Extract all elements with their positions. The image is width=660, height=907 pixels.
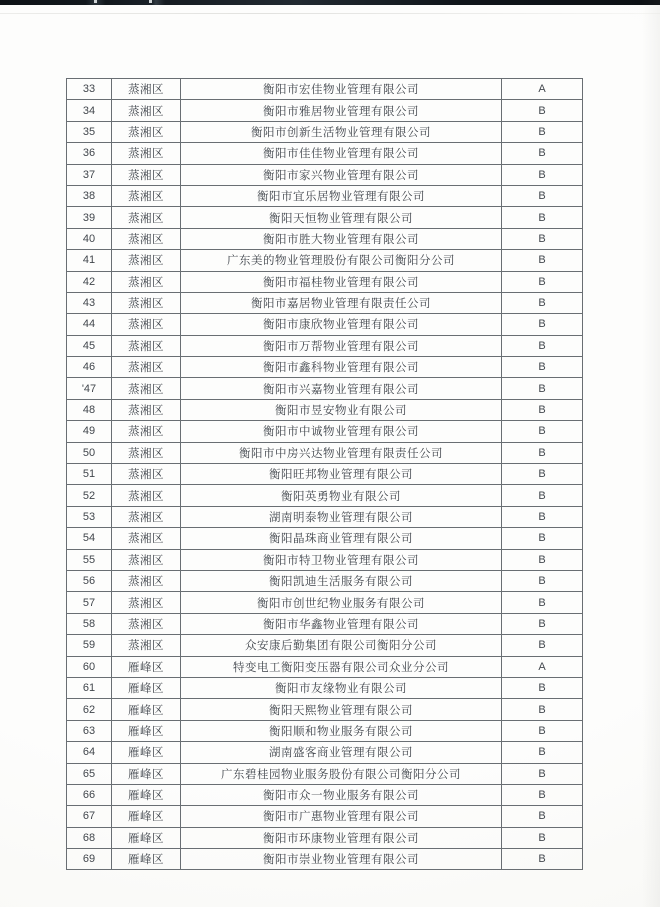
grade-cell: B bbox=[502, 549, 583, 570]
company-name-cell: 衡阳市华鑫物业管理有限公司 bbox=[181, 613, 502, 634]
district-cell: 雁峰区 bbox=[112, 806, 181, 827]
row-number-cell: 48 bbox=[67, 399, 112, 420]
row-number-cell: 46 bbox=[67, 357, 112, 378]
scan-notch-artifact bbox=[94, 0, 97, 3]
grade-cell: B bbox=[502, 100, 583, 121]
row-number-cell: 43 bbox=[67, 292, 112, 313]
company-name-cell: 衡阳市创新生活物业管理有限公司 bbox=[181, 121, 502, 142]
row-number-cell: 67 bbox=[67, 806, 112, 827]
grade-cell: B bbox=[502, 421, 583, 442]
table-row bbox=[67, 849, 583, 870]
company-name-cell: 衡阳旺邦物业管理有限公司 bbox=[181, 464, 502, 485]
district-cell: 蒸湘区 bbox=[112, 271, 181, 292]
row-number-cell: 56 bbox=[67, 570, 112, 591]
row-number-cell: 60 bbox=[67, 656, 112, 677]
district-cell: 蒸湘区 bbox=[112, 143, 181, 164]
grade-cell: B bbox=[502, 335, 583, 356]
company-name-cell: 衡阳凯迪生活服务有限公司 bbox=[181, 570, 502, 591]
table-row bbox=[67, 378, 583, 399]
company-name-cell: 衡阳市兴嘉物业管理有限公司 bbox=[181, 378, 502, 399]
grade-cell: B bbox=[502, 742, 583, 763]
company-name-cell: 衡阳市胜大物业管理有限公司 bbox=[181, 228, 502, 249]
scan-shading-artifact bbox=[642, 0, 660, 907]
company-name-cell: 衡阳天恒物业管理有限公司 bbox=[181, 207, 502, 228]
company-name-cell: 衡阳市友缘物业有限公司 bbox=[181, 677, 502, 698]
grade-cell: B bbox=[502, 121, 583, 142]
district-cell: 蒸湘区 bbox=[112, 79, 181, 100]
company-name-cell: 广东碧桂园物业服务股份有限公司衡阳分公司 bbox=[181, 763, 502, 784]
district-cell: 蒸湘区 bbox=[112, 485, 181, 506]
table-row bbox=[67, 720, 583, 741]
grade-cell: B bbox=[502, 442, 583, 463]
table-row bbox=[67, 207, 583, 228]
row-number-cell: 39 bbox=[67, 207, 112, 228]
table-row bbox=[67, 677, 583, 698]
grade-cell: B bbox=[502, 250, 583, 271]
company-name-cell: 衡阳市嘉居物业管理有限责任公司 bbox=[181, 292, 502, 313]
row-number-cell: 36 bbox=[67, 143, 112, 164]
company-name-cell: 衡阳市中房兴达物业管理有限责任公司 bbox=[181, 442, 502, 463]
table-row bbox=[67, 784, 583, 805]
district-cell: 蒸湘区 bbox=[112, 399, 181, 420]
row-number-cell: 50 bbox=[67, 442, 112, 463]
scanner-edge-artifact bbox=[0, 0, 660, 5]
company-name-cell: 衡阳市崇业物业管理有限公司 bbox=[181, 849, 502, 870]
grade-cell: B bbox=[502, 849, 583, 870]
company-name-cell: 衡阳市鑫科物业管理有限公司 bbox=[181, 357, 502, 378]
district-cell: 蒸湘区 bbox=[112, 549, 181, 570]
row-number-cell: 62 bbox=[67, 699, 112, 720]
table-row bbox=[67, 635, 583, 656]
table-row bbox=[67, 528, 583, 549]
table-row bbox=[67, 656, 583, 677]
row-number-cell: 66 bbox=[67, 784, 112, 805]
grade-cell: B bbox=[502, 784, 583, 805]
row-number-cell: 63 bbox=[67, 720, 112, 741]
grade-cell: B bbox=[502, 635, 583, 656]
row-number-cell: 52 bbox=[67, 485, 112, 506]
company-name-cell: 衡阳市宜乐居物业管理有限公司 bbox=[181, 185, 502, 206]
grade-cell: A bbox=[502, 656, 583, 677]
grade-cell: B bbox=[502, 763, 583, 784]
district-cell: 蒸湘区 bbox=[112, 207, 181, 228]
grade-cell: B bbox=[502, 185, 583, 206]
grade-cell: B bbox=[502, 292, 583, 313]
table-row bbox=[67, 185, 583, 206]
row-number-cell: 33 bbox=[67, 79, 112, 100]
district-cell: 蒸湘区 bbox=[112, 292, 181, 313]
district-cell: 蒸湘区 bbox=[112, 528, 181, 549]
grade-cell: B bbox=[502, 485, 583, 506]
company-name-cell: 众安康后勤集团有限公司衡阳分公司 bbox=[181, 635, 502, 656]
grade-cell: B bbox=[502, 528, 583, 549]
scan-notch-artifact bbox=[149, 0, 152, 3]
district-cell: 雁峰区 bbox=[112, 677, 181, 698]
row-number-cell: 51 bbox=[67, 464, 112, 485]
scan-line-artifact bbox=[0, 13, 660, 14]
table-row bbox=[67, 464, 583, 485]
company-name-cell: 衡阳市环康物业管理有限公司 bbox=[181, 827, 502, 848]
table-body bbox=[67, 79, 583, 870]
property-company-grade-table bbox=[66, 78, 583, 870]
row-number-cell: 64 bbox=[67, 742, 112, 763]
grade-cell: B bbox=[502, 506, 583, 527]
company-name-cell: 衡阳市特卫物业管理有限公司 bbox=[181, 549, 502, 570]
district-cell: 蒸湘区 bbox=[112, 185, 181, 206]
grade-cell: B bbox=[502, 827, 583, 848]
row-number-cell: 41 bbox=[67, 250, 112, 271]
table-row bbox=[67, 100, 583, 121]
company-name-cell: 湖南盛客商业管理有限公司 bbox=[181, 742, 502, 763]
district-cell: 蒸湘区 bbox=[112, 357, 181, 378]
table-row bbox=[67, 421, 583, 442]
company-name-cell: 衡阳市佳佳物业管理有限公司 bbox=[181, 143, 502, 164]
company-name-cell: 衡阳市创世纪物业服务有限公司 bbox=[181, 592, 502, 613]
district-cell: 雁峰区 bbox=[112, 656, 181, 677]
district-cell: 蒸湘区 bbox=[112, 335, 181, 356]
table-row bbox=[67, 485, 583, 506]
table-row bbox=[67, 250, 583, 271]
table-row bbox=[67, 827, 583, 848]
grade-cell: B bbox=[502, 271, 583, 292]
district-cell: 蒸湘区 bbox=[112, 613, 181, 634]
company-name-cell: 衡阳晶珠商业管理有限公司 bbox=[181, 528, 502, 549]
row-number-cell: 54 bbox=[67, 528, 112, 549]
company-name-cell: 特变电工衡阳变压器有限公司众业分公司 bbox=[181, 656, 502, 677]
district-cell: 蒸湘区 bbox=[112, 421, 181, 442]
row-number-cell: 42 bbox=[67, 271, 112, 292]
row-number-cell: 69 bbox=[67, 849, 112, 870]
company-name-cell: 衡阳市福桂物业管理有限公司 bbox=[181, 271, 502, 292]
company-name-cell: 衡阳英勇物业有限公司 bbox=[181, 485, 502, 506]
district-cell: 蒸湘区 bbox=[112, 378, 181, 399]
company-name-cell: 衡阳市康欣物业管理有限公司 bbox=[181, 314, 502, 335]
table-row bbox=[67, 143, 583, 164]
row-number-cell: '47 bbox=[67, 378, 112, 399]
district-cell: 雁峰区 bbox=[112, 784, 181, 805]
company-name-cell: 衡阳市众一物业服务有限公司 bbox=[181, 784, 502, 805]
grade-cell: B bbox=[502, 164, 583, 185]
district-cell: 雁峰区 bbox=[112, 849, 181, 870]
grade-cell: B bbox=[502, 399, 583, 420]
row-number-cell: 57 bbox=[67, 592, 112, 613]
district-cell: 蒸湘区 bbox=[112, 121, 181, 142]
company-name-cell: 衡阳市家兴物业管理有限公司 bbox=[181, 164, 502, 185]
table-row bbox=[67, 506, 583, 527]
grade-cell: B bbox=[502, 570, 583, 591]
row-number-cell: 68 bbox=[67, 827, 112, 848]
table-row bbox=[67, 228, 583, 249]
grade-cell: B bbox=[502, 699, 583, 720]
grade-cell: B bbox=[502, 613, 583, 634]
row-number-cell: 55 bbox=[67, 549, 112, 570]
table-row bbox=[67, 763, 583, 784]
row-number-cell: 44 bbox=[67, 314, 112, 335]
row-number-cell: 45 bbox=[67, 335, 112, 356]
row-number-cell: 37 bbox=[67, 164, 112, 185]
table-row bbox=[67, 699, 583, 720]
table-row bbox=[67, 592, 583, 613]
district-cell: 蒸湘区 bbox=[112, 100, 181, 121]
company-name-cell: 衡阳顺和物业服务有限公司 bbox=[181, 720, 502, 741]
row-number-cell: 65 bbox=[67, 763, 112, 784]
row-number-cell: 61 bbox=[67, 677, 112, 698]
grade-cell: A bbox=[502, 79, 583, 100]
grade-cell: B bbox=[502, 314, 583, 335]
table-row bbox=[67, 806, 583, 827]
table-row bbox=[67, 442, 583, 463]
grade-cell: B bbox=[502, 677, 583, 698]
grade-cell: B bbox=[502, 378, 583, 399]
table-row bbox=[67, 292, 583, 313]
row-number-cell: 53 bbox=[67, 506, 112, 527]
district-cell: 蒸湘区 bbox=[112, 506, 181, 527]
table-row bbox=[67, 742, 583, 763]
district-cell: 蒸湘区 bbox=[112, 570, 181, 591]
district-cell: 蒸湘区 bbox=[112, 228, 181, 249]
company-name-cell: 衡阳市中诚物业管理有限公司 bbox=[181, 421, 502, 442]
district-cell: 雁峰区 bbox=[112, 763, 181, 784]
table-row bbox=[67, 121, 583, 142]
table-row bbox=[67, 549, 583, 570]
grade-cell: B bbox=[502, 720, 583, 741]
company-name-cell: 湖南明泰物业管理有限公司 bbox=[181, 506, 502, 527]
company-name-cell: 衡阳市雅居物业管理有限公司 bbox=[181, 100, 502, 121]
table-row bbox=[67, 570, 583, 591]
district-cell: 蒸湘区 bbox=[112, 250, 181, 271]
row-number-cell: 35 bbox=[67, 121, 112, 142]
grade-cell: B bbox=[502, 228, 583, 249]
district-cell: 雁峰区 bbox=[112, 742, 181, 763]
table-row bbox=[67, 399, 583, 420]
company-name-cell: 衡阳市昱安物业有限公司 bbox=[181, 399, 502, 420]
district-cell: 蒸湘区 bbox=[112, 635, 181, 656]
district-cell: 雁峰区 bbox=[112, 699, 181, 720]
grade-cell: B bbox=[502, 464, 583, 485]
district-cell: 蒸湘区 bbox=[112, 464, 181, 485]
row-number-cell: 59 bbox=[67, 635, 112, 656]
table-row bbox=[67, 335, 583, 356]
table-row bbox=[67, 164, 583, 185]
grade-cell: B bbox=[502, 207, 583, 228]
district-cell: 蒸湘区 bbox=[112, 442, 181, 463]
district-cell: 雁峰区 bbox=[112, 827, 181, 848]
district-cell: 蒸湘区 bbox=[112, 592, 181, 613]
table-row bbox=[67, 314, 583, 335]
row-number-cell: 34 bbox=[67, 100, 112, 121]
row-number-cell: 49 bbox=[67, 421, 112, 442]
district-cell: 蒸湘区 bbox=[112, 164, 181, 185]
grade-cell: B bbox=[502, 143, 583, 164]
company-name-cell: 衡阳市万帮物业管理有限公司 bbox=[181, 335, 502, 356]
table-row bbox=[67, 613, 583, 634]
company-name-cell: 广东美的物业管理股份有限公司衡阳分公司 bbox=[181, 250, 502, 271]
grade-cell: B bbox=[502, 357, 583, 378]
table-row bbox=[67, 271, 583, 292]
grade-cell: B bbox=[502, 806, 583, 827]
row-number-cell: 40 bbox=[67, 228, 112, 249]
table-row bbox=[67, 79, 583, 100]
row-number-cell: 58 bbox=[67, 613, 112, 634]
district-cell: 雁峰区 bbox=[112, 720, 181, 741]
company-name-cell: 衡阳天熙物业管理有限公司 bbox=[181, 699, 502, 720]
company-name-cell: 衡阳市宏佳物业管理有限公司 bbox=[181, 79, 502, 100]
company-name-cell: 衡阳市广惠物业管理有限公司 bbox=[181, 806, 502, 827]
row-number-cell: 38 bbox=[67, 185, 112, 206]
grade-cell: B bbox=[502, 592, 583, 613]
district-cell: 蒸湘区 bbox=[112, 314, 181, 335]
table-row bbox=[67, 357, 583, 378]
